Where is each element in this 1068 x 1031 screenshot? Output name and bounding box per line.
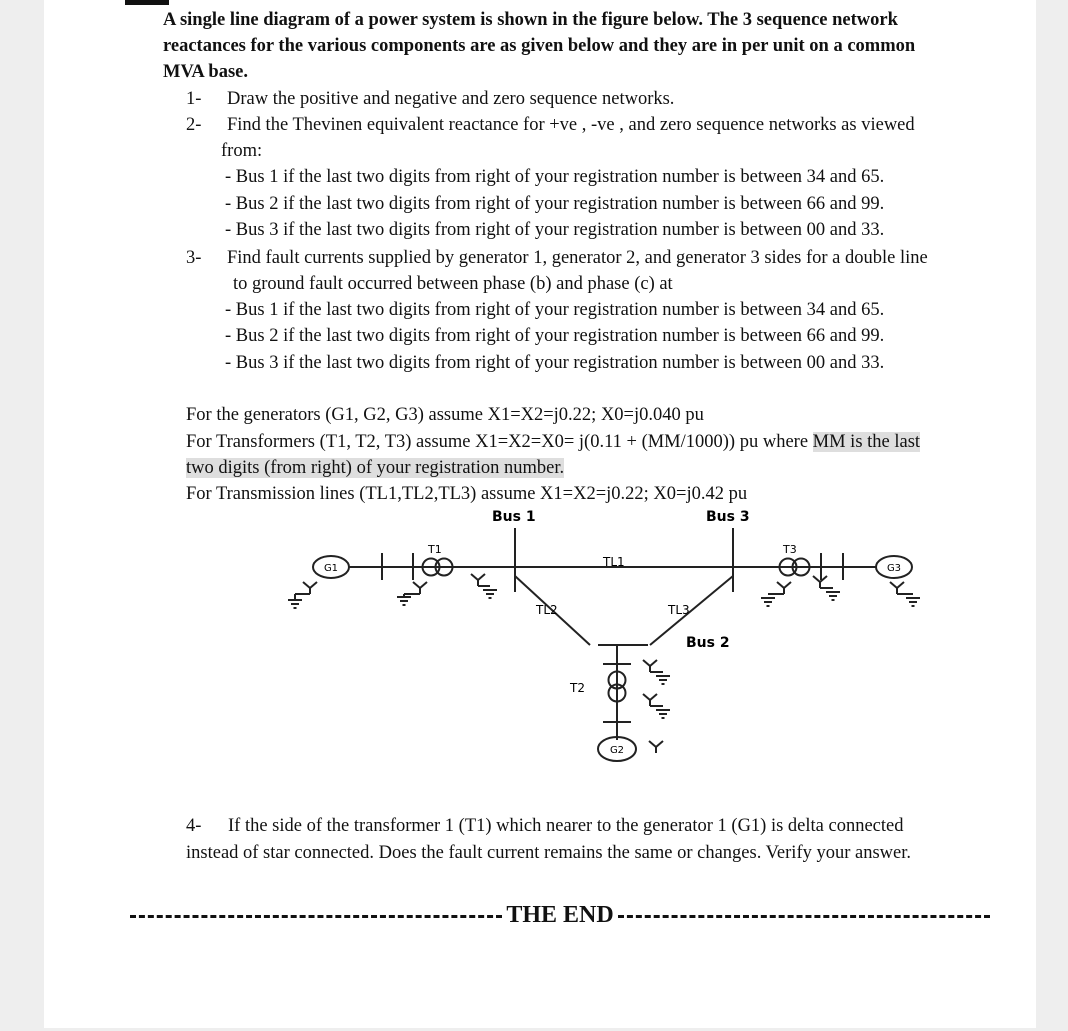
line-params: For Transmission lines (TL1,TL2,TL3) assume X1=X2=j0.22; X0=j0.42 pu [186, 484, 748, 504]
g2-neutral-wye [649, 741, 663, 753]
tl2-label: TL2 [536, 603, 558, 617]
highlighted-text: two digits (from right) of your registration number. [186, 458, 565, 478]
t2-label: T2 [570, 681, 585, 695]
ground-icon [483, 590, 497, 598]
intro-line-1: A single line diagram of a power system is shown in the figure below. The 3 sequence network [163, 10, 898, 30]
t1-wye [413, 582, 427, 594]
intro-line-2: reactances for the various components are as given below and they are in per unit on a common [163, 36, 916, 56]
end-marker [130, 898, 990, 932]
ground-icon [288, 600, 302, 608]
bus-3-label: Bus 3 [706, 509, 750, 525]
dashed-rule [130, 915, 502, 918]
question-4-number: 4- [186, 816, 202, 836]
intro-line-3: MVA base. [163, 62, 248, 82]
question-2-bullet: - Bus 3 if the last two digits from right of your registration number is between 00 and 33. [225, 220, 885, 240]
question-3-bullet: - Bus 2 if the last two digits from right of your registration number is between 66 and 99. [225, 326, 885, 346]
g3-neutral-wye [890, 582, 904, 594]
question-2-bullet: - Bus 2 if the last two digits from right of your registration number is between 66 and 99. [225, 194, 885, 214]
g3-label: G3 [886, 563, 902, 574]
ground-icon [826, 592, 840, 600]
tl3-label: TL3 [668, 603, 690, 617]
question-3-bullet: - Bus 3 if the last two digits from right of your registration number is between 00 and 33. [225, 353, 885, 373]
question-2-number: 2- [186, 115, 202, 135]
question-3-text: Find fault currents supplied by generator 1, generator 2, and generator 3 sides for a double line [227, 248, 928, 268]
ground-icon [906, 598, 920, 606]
g1-label: G1 [323, 563, 339, 574]
question-3-number: 3- [186, 248, 202, 268]
g2-label: G2 [609, 745, 625, 756]
question-4-text: If the side of the transformer 1 (T1) which nearer to the generator 1 (G1) is delta connected [228, 816, 904, 836]
t3-wye [777, 582, 791, 594]
highlighted-text: MM is the last [812, 432, 921, 452]
generator-params: For the generators (G1, G2, G3) assume X1=X2=j0.22; X0=j0.040 pu [186, 405, 704, 425]
ground-icon [656, 710, 670, 718]
g1-neutral-wye [303, 582, 317, 594]
question-1-text: Draw the positive and negative and zero sequence networks. [227, 89, 675, 109]
bus-1-label: Bus 1 [492, 509, 536, 525]
question-2-continuation: from: [221, 141, 263, 161]
question-2-text: Find the Thevinen equivalent reactance for +ve , -ve , and zero sequence networks as viewed [227, 115, 915, 135]
bus-2-label: Bus 2 [686, 635, 730, 651]
t1-wye-2 [471, 574, 485, 586]
t3-label: T3 [783, 543, 797, 556]
end-text: THE END [506, 901, 614, 928]
t2-wye-2 [643, 694, 657, 706]
dashed-rule [618, 915, 990, 918]
t1-label: T1 [428, 543, 442, 556]
tl1-label: TL1 [603, 555, 625, 569]
question-3-bullet: - Bus 1 if the last two digits from right of your registration number is between 34 and 65. [225, 300, 885, 320]
ground-icon [656, 676, 670, 684]
ground-icon [397, 597, 411, 605]
question-4-continuation: instead of star connected. Does the fault current remains the same or changes. Verify your answer. [186, 843, 912, 863]
transformer-params-text: For Transformers (T1, T2, T3) assume X1=X2=X0= j(0.11 + (MM/1000)) pu where [186, 432, 813, 452]
question-2-bullet: - Bus 1 if the last two digits from right of your registration number is between 34 and 65. [225, 167, 885, 187]
question-3-continuation: to ground fault occurred between phase (b) and phase (c) at [233, 274, 673, 294]
ground-icon [761, 598, 775, 606]
t2-wye [643, 660, 657, 672]
question-1-number: 1- [186, 89, 202, 109]
